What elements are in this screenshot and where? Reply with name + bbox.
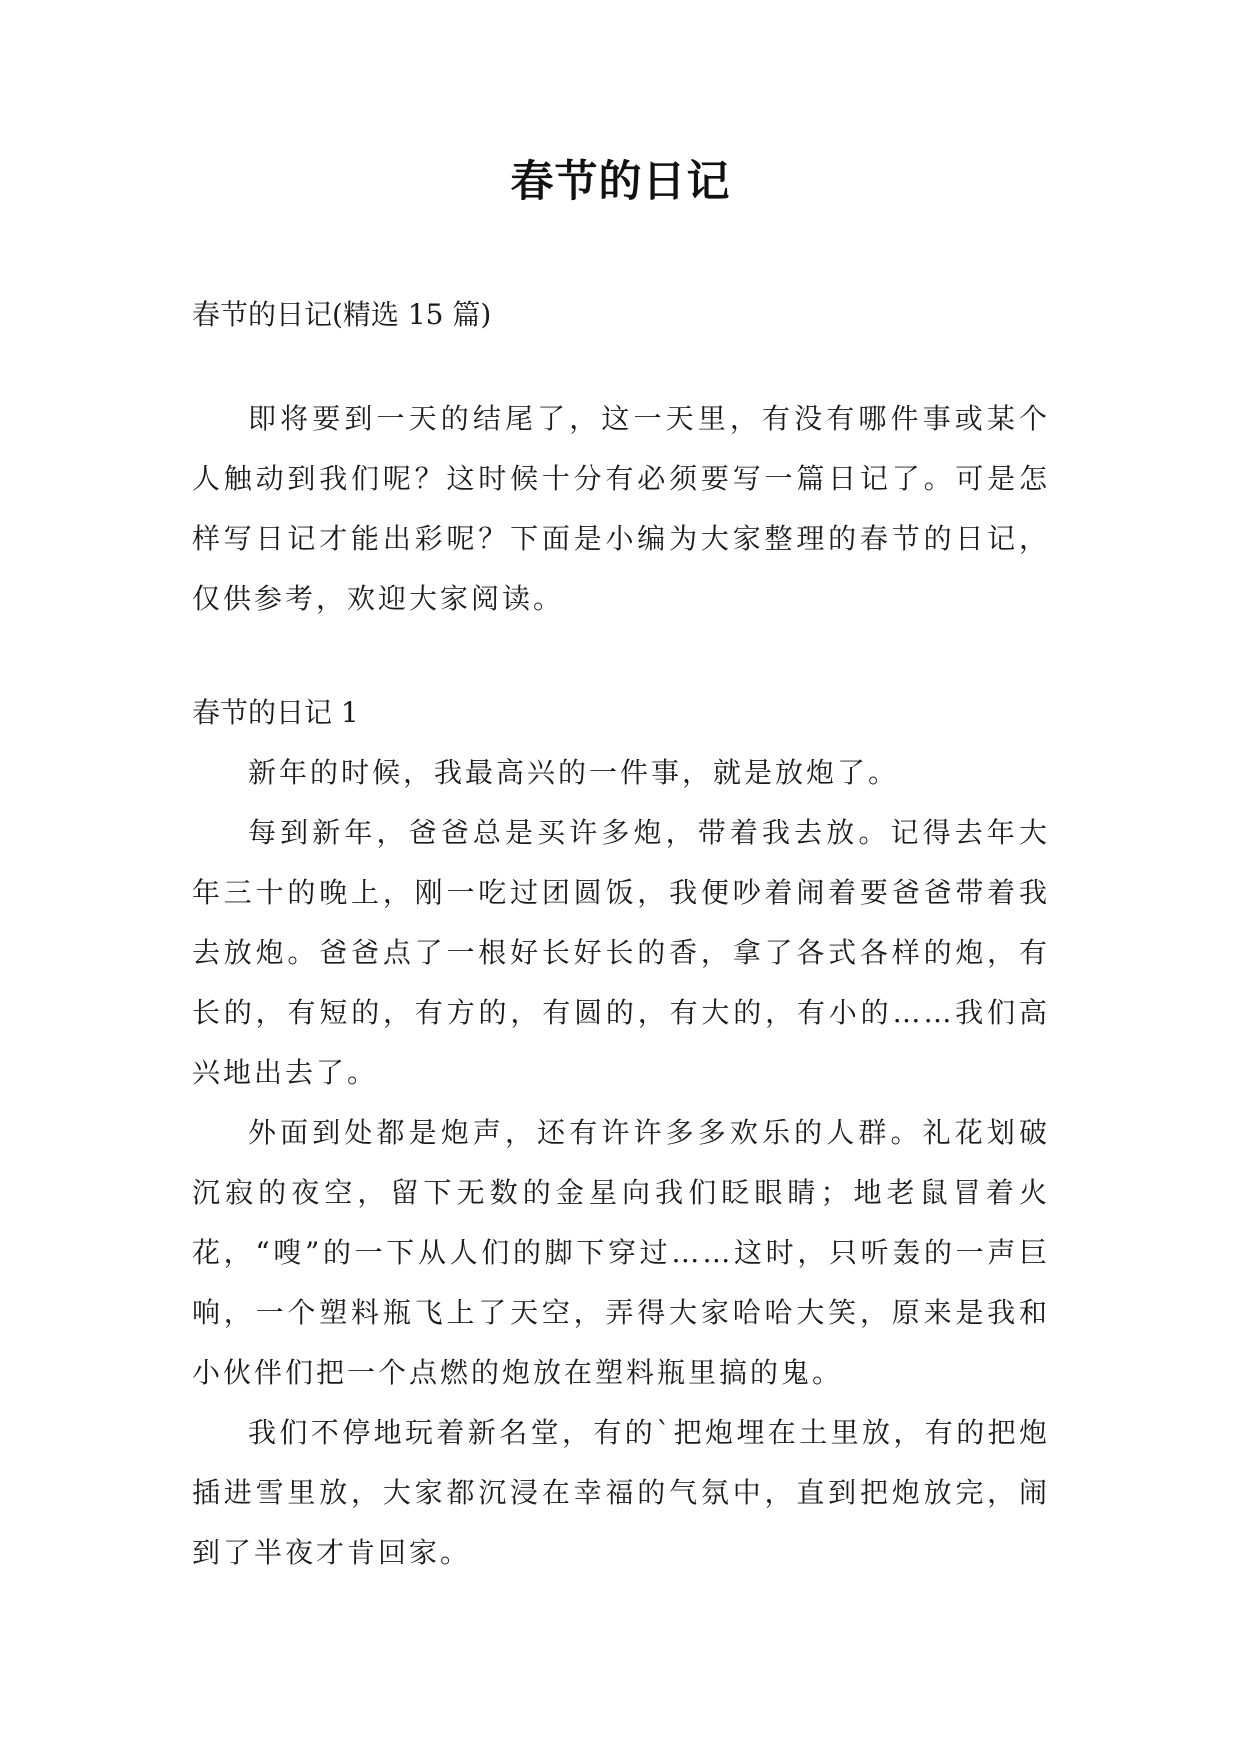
body-paragraph: 外面到处都是炮声，还有许许多多欢乐的人群。礼花划破沉寂的夜空，留下无数的金星向我们眨眼睛；地老鼠冒着火花，“嗖”的一下从人们的脚下穿过……这时，只听轰的一声巨响，一个塑料瓶飞上了天空，弄得大家哈哈大笑，原来是我和小伙伴们把一个点燃的炮放在塑料瓶里搞的鬼。 (192, 1116, 1050, 1389)
body-paragraph: 新年的时候，我最高兴的一件事，就是放炮了。 (248, 756, 900, 789)
body-paragraph: 我们不停地玩着新名堂，有的`把炮埋在土里放，有的把炮插进雪里放，大家都沉浸在幸福的气氛中，直到把炮放完，闹到了半夜才肯回家。 (192, 1416, 1050, 1569)
document-subtitle: 春节的日记(精选 15 篇) (192, 298, 492, 331)
section-heading: 春节的日记 1 (192, 696, 359, 729)
intro-paragraph: 即将要到一天的结尾了，这一天里，有没有哪件事或某个人触动到我们呢？这时候十分有必须要写一篇日记了。可是怎样写日记才能出彩呢？下面是小编为大家整理的春节的日记，仅供参考，欢迎大家阅读。 (192, 402, 1050, 615)
document-body (192, 295, 1050, 1583)
document-title: 春节的日记 (510, 157, 731, 207)
body-paragraph: 每到新年，爸爸总是买许多炮，带着我去放。记得去年大年三十的晚上，刚一吃过团圆饭，我便吵着闹着要爸爸带着我去放炮。爸爸点了一根好长好长的香，拿了各式各样的炮，有长的，有短的，有方的，有圆的，有大的，有小的……我们高兴地出去了。 (192, 816, 1050, 1089)
